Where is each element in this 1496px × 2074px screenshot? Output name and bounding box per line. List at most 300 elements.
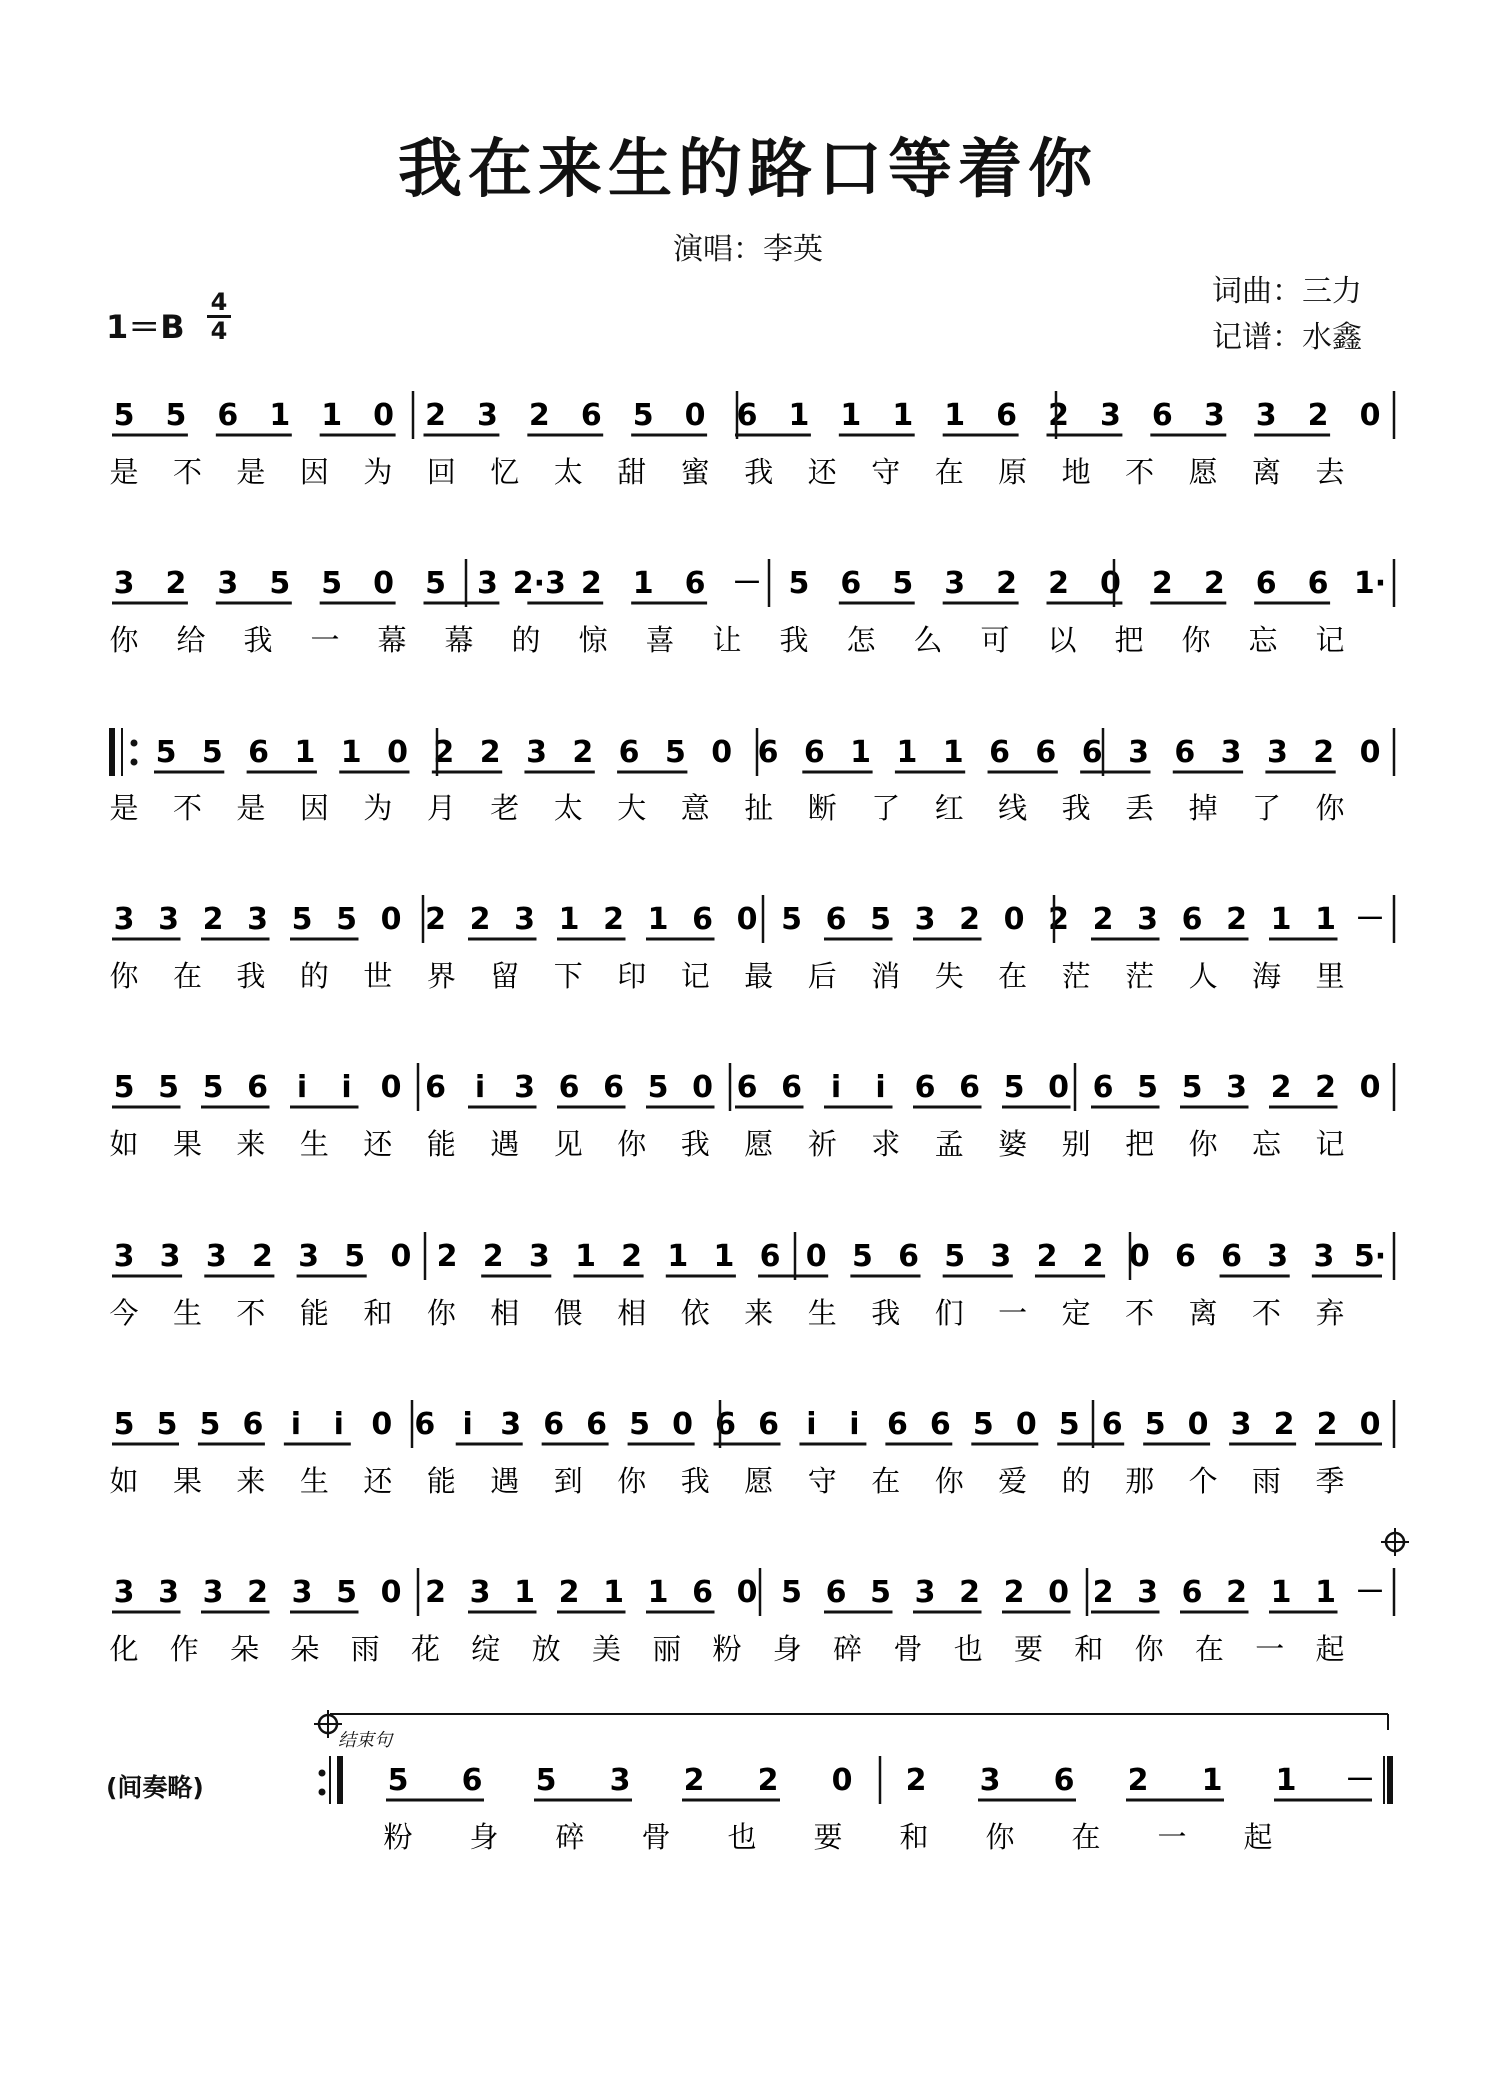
- lyric-char: 意: [680, 791, 710, 825]
- lyric-char: 不: [1251, 1296, 1282, 1330]
- note: 3: [1267, 1239, 1289, 1274]
- note: 3: [113, 902, 135, 937]
- lyric-char: 愿: [744, 1464, 774, 1498]
- note: i: [290, 1407, 302, 1442]
- lyric-char: 起: [1243, 1820, 1273, 1854]
- lyric-char: 我: [1061, 791, 1091, 825]
- lyric-char: 扯: [744, 791, 774, 825]
- note: 6: [898, 1239, 919, 1274]
- lyric-char: 不: [1125, 455, 1155, 489]
- time-signature-top: 4: [210, 288, 228, 316]
- lyric-char: 爱: [998, 1464, 1028, 1498]
- note: 3: [1255, 398, 1277, 433]
- note: i: [474, 1070, 486, 1105]
- lyric-char: 记: [1315, 1127, 1345, 1161]
- lyric-char: 界: [426, 959, 456, 993]
- lyric-char: 孟: [934, 1127, 964, 1161]
- lyric-char: 留: [490, 959, 520, 993]
- interlude-note: (间奏略): [106, 1773, 204, 1802]
- note: 2: [1315, 1070, 1336, 1105]
- note: 6: [914, 1070, 936, 1105]
- note: 1: [558, 902, 580, 937]
- note: 0: [1359, 1407, 1381, 1442]
- note: 3: [1099, 398, 1121, 433]
- note: 1: [942, 735, 964, 770]
- lyric-char: 是: [109, 455, 139, 489]
- note: 2: [1048, 566, 1069, 601]
- lyric-char: 朵: [230, 1632, 260, 1666]
- lyric-char: 花: [410, 1632, 441, 1666]
- lyric-char: 身: [772, 1632, 802, 1666]
- note: 2: [1151, 566, 1173, 601]
- lyric-char: 一: [998, 1296, 1028, 1330]
- note: 5: [781, 1575, 802, 1610]
- lyric-char: 在: [1194, 1632, 1224, 1666]
- lyric-char: 掉: [1188, 791, 1218, 825]
- lyric-char: 我: [680, 1127, 710, 1161]
- note: 6: [759, 1239, 781, 1274]
- note: 5: [199, 1407, 221, 1442]
- note: 5: [344, 1239, 366, 1274]
- coda-label: 结束句: [338, 1730, 392, 1751]
- note: 5: [851, 1239, 873, 1274]
- lyric-char: 茫: [1125, 959, 1155, 993]
- note: 1: [647, 1575, 669, 1610]
- lyric-char: 海: [1251, 959, 1282, 993]
- note: 5: [647, 1070, 669, 1105]
- note: i: [806, 1407, 817, 1442]
- note: 0: [736, 902, 758, 937]
- lyric-char: 来: [236, 1464, 266, 1498]
- note: 6: [414, 1407, 436, 1442]
- note: 1: [1315, 902, 1336, 937]
- lyric-char: 以: [1047, 623, 1077, 657]
- note: 5: [165, 398, 187, 433]
- note: 0: [380, 902, 402, 937]
- lyric-char: 的: [511, 623, 541, 657]
- lyric-char: 在: [172, 959, 203, 993]
- lyric-char: 离: [1251, 455, 1282, 489]
- lyric-char: 回: [426, 455, 456, 489]
- lyric-char: 我: [779, 623, 809, 657]
- note: 6: [580, 398, 602, 433]
- note: 6: [618, 735, 640, 770]
- note: 5: [202, 1070, 224, 1105]
- note: 2: [1203, 566, 1225, 601]
- note: 5: [1058, 1407, 1080, 1442]
- note: 5: [113, 1070, 135, 1105]
- note: 6: [543, 1407, 565, 1442]
- note: 3: [1230, 1407, 1252, 1442]
- note: 5: [788, 566, 810, 601]
- note: 1: [575, 1239, 596, 1274]
- note: 5: [113, 1407, 135, 1442]
- note: 5: [870, 902, 891, 937]
- lyric-char: 是: [236, 455, 266, 489]
- note: 6: [1221, 1239, 1243, 1274]
- note: 6: [692, 1575, 713, 1610]
- lyric-char: 绽: [471, 1632, 501, 1666]
- note: 3: [1266, 735, 1288, 770]
- note: 2: [1092, 1575, 1114, 1610]
- note: 0: [1015, 1407, 1037, 1442]
- note: 6: [1307, 566, 1329, 601]
- lyric-char: 要: [1013, 1632, 1044, 1666]
- note: 2: [433, 735, 455, 770]
- note: 5: [1181, 1070, 1203, 1105]
- note: 5: [425, 566, 446, 601]
- note: 2: [1226, 1575, 1247, 1610]
- lyric-char: 来: [236, 1127, 266, 1161]
- note: 2: [165, 566, 187, 601]
- note: 5: [155, 735, 177, 770]
- note: 6: [461, 1763, 483, 1798]
- note: 5: [1003, 1070, 1025, 1105]
- note: －: [1345, 1763, 1375, 1798]
- lyric-char: 里: [1315, 959, 1345, 993]
- note: 6: [1174, 735, 1196, 770]
- note: 1: [850, 735, 872, 770]
- lyric-char: 粉: [712, 1632, 742, 1666]
- note: 1: [840, 398, 862, 433]
- note: 6: [758, 1407, 779, 1442]
- note: 2: [1092, 902, 1114, 937]
- lyric-char: 守: [871, 455, 901, 489]
- note: 6: [1181, 1575, 1203, 1610]
- note: i: [875, 1070, 886, 1105]
- lyric-char: 我: [243, 623, 273, 657]
- note: 3: [158, 1575, 179, 1610]
- lyric-char: 婆: [998, 1127, 1028, 1161]
- note: i: [849, 1407, 860, 1442]
- note: －: [1355, 1575, 1385, 1610]
- note: 6: [1092, 1070, 1114, 1105]
- note: 0: [736, 1575, 758, 1610]
- note: 6: [825, 1575, 847, 1610]
- note: 6: [692, 902, 713, 937]
- note: 3: [500, 1407, 522, 1442]
- lyric-char: 记: [680, 959, 710, 993]
- lyric-char: 和: [899, 1820, 929, 1854]
- key-signature: 1＝B: [106, 308, 185, 346]
- note: 6: [1174, 1239, 1196, 1274]
- transcriber-credit: 记谱：水鑫: [1212, 320, 1362, 355]
- note: 1: [603, 1575, 624, 1610]
- lyric-char: 雨: [1251, 1464, 1282, 1498]
- note: 6: [1035, 735, 1057, 770]
- lyric-char: 最: [744, 959, 774, 993]
- lyric-char: 如: [109, 1464, 139, 1498]
- lyric-char: 是: [236, 791, 266, 825]
- note: i: [341, 1070, 352, 1105]
- lyric-char: 一: [1157, 1820, 1187, 1854]
- note: 0: [1048, 1575, 1069, 1610]
- note: 6: [1081, 735, 1103, 770]
- note: 2: [572, 735, 594, 770]
- lyric-char: 线: [998, 791, 1028, 825]
- note: 5: [156, 1407, 178, 1442]
- note: 2: [251, 1239, 273, 1274]
- lyric-char: 是: [109, 791, 139, 825]
- lyric-char: 在: [1071, 1820, 1101, 1854]
- lyric-char: 遇: [490, 1127, 520, 1161]
- note: 3: [247, 902, 268, 937]
- note: 1: [514, 1575, 535, 1610]
- note: 2: [479, 735, 501, 770]
- lyric-char: 后: [807, 959, 837, 993]
- note: 6: [586, 1407, 608, 1442]
- lyric-char: 能: [426, 1127, 456, 1161]
- note: i: [462, 1407, 473, 1442]
- note: 3: [526, 735, 547, 770]
- note: 0: [1003, 902, 1025, 937]
- note: 5: [972, 1407, 994, 1442]
- note: 1: [1275, 1763, 1297, 1798]
- lyric-char: 幕: [377, 623, 407, 657]
- note: 6: [736, 1070, 758, 1105]
- note: 0: [672, 1407, 694, 1442]
- note: 2: [558, 1575, 580, 1610]
- note: 3: [159, 1239, 181, 1274]
- lyric-char: 喜: [645, 623, 675, 657]
- lyric-char: 你: [109, 959, 139, 993]
- lyric-char: 惊: [578, 623, 608, 657]
- lyric-char: 我: [680, 1464, 710, 1498]
- note: 0: [1187, 1407, 1209, 1442]
- lyric-char: 果: [172, 1127, 203, 1161]
- lyric-char: 能: [426, 1464, 456, 1498]
- note: 2: [1082, 1239, 1104, 1274]
- note: 1: [896, 735, 918, 770]
- lyric-char: 忘: [1248, 623, 1278, 657]
- lyric-char: 失: [934, 959, 964, 993]
- lyric-char: 也: [953, 1632, 983, 1666]
- note: 3: [158, 902, 179, 937]
- note: 0: [380, 1070, 402, 1105]
- lyric-char: 祈: [807, 1127, 837, 1161]
- lyric-char: 我: [236, 959, 266, 993]
- note: 6: [247, 1070, 268, 1105]
- note: 1: [944, 398, 966, 433]
- lyric-char: 丢: [1125, 791, 1155, 825]
- song-title: 我在来生的路口等着你: [398, 133, 1098, 207]
- lyric-char: 断: [807, 791, 837, 825]
- lyric-char: 季: [1315, 1464, 1345, 1498]
- note: 5: [336, 1575, 357, 1610]
- note: 1: [788, 398, 810, 433]
- lyric-char: 你: [1181, 623, 1211, 657]
- note: 0: [805, 1239, 827, 1274]
- note: 3: [514, 902, 535, 937]
- lyric-char: 们: [934, 1296, 964, 1330]
- note: 6: [425, 1070, 446, 1105]
- lyric-char: 忘: [1251, 1127, 1282, 1161]
- lyric-char: 生: [807, 1296, 837, 1330]
- note: 5: [158, 1070, 179, 1105]
- lyric-char: 可: [980, 623, 1010, 657]
- lyric-char: 身: [469, 1820, 499, 1854]
- lyric-char: 化: [109, 1632, 139, 1666]
- lyric-char: 见: [553, 1127, 583, 1161]
- time-signature-bottom: 4: [210, 317, 228, 345]
- note: 2: [1003, 1575, 1025, 1610]
- note: 0: [1128, 1239, 1150, 1274]
- note: 3: [528, 1239, 550, 1274]
- note: 0: [831, 1763, 853, 1798]
- lyric-char: 能: [299, 1296, 329, 1330]
- lyric-char: 太: [553, 791, 583, 825]
- note: 0: [1359, 398, 1381, 433]
- note: 3: [1128, 735, 1149, 770]
- lyric-char: 放: [531, 1632, 561, 1666]
- lyric-char: 把: [1125, 1127, 1155, 1161]
- lyric-char: 甜: [617, 455, 647, 489]
- note: 0: [684, 398, 706, 433]
- note: 6: [715, 1407, 736, 1442]
- lyric-char: 骨: [641, 1820, 671, 1854]
- lyric-char: 相: [490, 1296, 520, 1330]
- lyric-char: 生: [299, 1464, 329, 1498]
- lyric-char: 为: [363, 791, 393, 825]
- note: 5: [781, 902, 802, 937]
- note: 5: [632, 398, 654, 433]
- note: 3: [914, 902, 936, 937]
- lyric-char: 太: [553, 455, 583, 489]
- lyric-char: 红: [934, 791, 964, 825]
- note: 1: [667, 1239, 689, 1274]
- note: 5: [1137, 1070, 1158, 1105]
- note: 5: [535, 1763, 557, 1798]
- note: 2: [1226, 902, 1247, 937]
- lyric-char: 茫: [1061, 959, 1091, 993]
- note: 2: [959, 1575, 980, 1610]
- note: 2: [1313, 735, 1335, 770]
- note: 2: [202, 902, 224, 937]
- note: 1: [294, 735, 316, 770]
- note: 2: [905, 1763, 927, 1798]
- note: 6: [1255, 566, 1277, 601]
- lyric-char: 让: [712, 623, 742, 657]
- note: 6: [996, 398, 1018, 433]
- note: 5: [870, 1575, 891, 1610]
- note: 2: [757, 1763, 779, 1798]
- note: 1: [713, 1239, 735, 1274]
- note: 2: [1307, 398, 1329, 433]
- note: 0: [1359, 1070, 1381, 1105]
- note: 2: [469, 902, 491, 937]
- note: 2: [1127, 1763, 1149, 1798]
- lyric-char: 月: [426, 791, 456, 825]
- note: 2: [683, 1763, 705, 1798]
- singer-credit: 演唱：李英: [673, 232, 823, 267]
- lyric-char: 作: [169, 1632, 199, 1666]
- lyric-char: 了: [871, 791, 901, 825]
- note: 3: [217, 566, 239, 601]
- note: 3: [609, 1763, 631, 1798]
- note: 2: [425, 902, 446, 937]
- repeat-dot: [319, 1770, 326, 1777]
- lyric-char: 朵: [290, 1632, 320, 1666]
- note: 2: [425, 398, 446, 433]
- note: 3: [1203, 398, 1225, 433]
- note: 1: [632, 566, 654, 601]
- note: 6: [684, 566, 706, 601]
- note: 6: [1181, 902, 1203, 937]
- lyric-char: 在: [934, 455, 964, 489]
- lyric-char: 在: [871, 1464, 901, 1498]
- note: i: [333, 1407, 344, 1442]
- note: 0: [371, 1407, 393, 1442]
- repeat-dot: [131, 740, 138, 747]
- note: 5: [321, 566, 343, 601]
- note: 3: [1226, 1070, 1247, 1105]
- lyric-char: 雨: [350, 1632, 380, 1666]
- lyric-char: 遇: [490, 1464, 520, 1498]
- lyric-char: 那: [1125, 1464, 1155, 1498]
- note: 5: [664, 735, 686, 770]
- note: 1: [321, 398, 343, 433]
- note: 0: [390, 1239, 412, 1274]
- lyric-char: 粉: [383, 1820, 413, 1854]
- note: 6: [1151, 398, 1173, 433]
- lyric-char: 生: [299, 1127, 329, 1161]
- lyric-char: 还: [807, 455, 837, 489]
- note: 3: [914, 1575, 936, 1610]
- lyric-char: 幕: [444, 623, 474, 657]
- note: 5: [113, 398, 135, 433]
- note: i: [830, 1070, 842, 1105]
- lyric-char: 我: [871, 1296, 901, 1330]
- note: 3: [113, 1575, 135, 1610]
- lyric-char: 还: [363, 1464, 393, 1498]
- note: 0: [380, 1575, 402, 1610]
- note: 5: [291, 902, 313, 937]
- lyric-char: 和: [1074, 1632, 1104, 1666]
- note: 2: [959, 902, 980, 937]
- lyric-char: 你: [1188, 1127, 1218, 1161]
- note: 1: [1201, 1763, 1223, 1798]
- note: 3: [1137, 1575, 1158, 1610]
- lyric-char: 你: [617, 1127, 647, 1161]
- note: 3: [469, 1575, 491, 1610]
- lyric-char: 你: [426, 1296, 456, 1330]
- note: 0: [1359, 735, 1381, 770]
- note: 2: [1048, 398, 1069, 433]
- lyric-char: 来: [744, 1296, 774, 1330]
- note: 2: [482, 1239, 504, 1274]
- note: 0: [387, 735, 408, 770]
- lyric-char: 的: [1061, 1464, 1091, 1498]
- lyric-char: 蜜: [680, 455, 710, 489]
- note: 2: [996, 566, 1018, 601]
- lyric-char: 别: [1061, 1127, 1091, 1161]
- note: －: [732, 566, 762, 601]
- note: 3: [205, 1239, 227, 1274]
- note: 6: [757, 735, 779, 770]
- lyric-char: 的: [299, 959, 329, 993]
- note: 6: [736, 398, 758, 433]
- lyric-char: 骨: [893, 1632, 923, 1666]
- note: 6: [242, 1407, 264, 1442]
- lyric-char: 你: [1315, 791, 1345, 825]
- lyric-char: 世: [363, 959, 393, 993]
- lyric-char: 丽: [652, 1632, 682, 1666]
- lyric-char: 因: [299, 455, 329, 489]
- note: 3: [514, 1070, 535, 1105]
- lyric-char: 不: [172, 791, 203, 825]
- note: 1: [1270, 1575, 1292, 1610]
- note: 6: [825, 902, 847, 937]
